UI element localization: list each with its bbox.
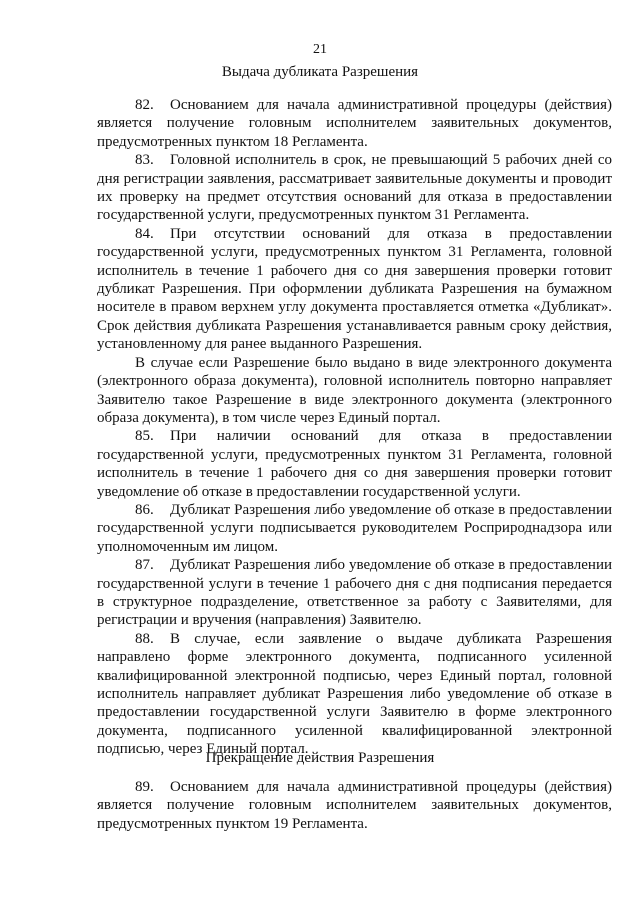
paragraph-number: 87. — [135, 557, 154, 574]
paragraph-82 — [97, 96, 612, 151]
paragraph-87 — [97, 556, 612, 630]
paragraph-number: 86. — [135, 501, 154, 518]
paragraph-85 — [97, 427, 612, 501]
section-body-duplicate — [97, 96, 612, 759]
paragraph-text: Основанием для начала административной процедуры (действия) является получение головным исполнителем заявительных документов, предусмотренных пунктом 18 Регламента. — [97, 97, 612, 150]
section-title-duplicate: Выдача дубликата Разрешения — [221, 64, 419, 80]
section-title-termination: Прекращение действия Разрешения — [205, 750, 435, 766]
paragraph-number: 84. — [135, 225, 154, 242]
paragraph-text: Головной исполнитель в срок, не превышающий 5 рабочих дней со дня регистрации заявления, рассматривает заявительные документы и проводит их проверку на предмет отсутствия оснований для отказа в предоставлении государственной услуги, предусмотренных пунктом 31 Регламента. — [97, 152, 612, 224]
paragraph-88 — [97, 630, 612, 759]
paragraph-83 — [97, 151, 612, 225]
paragraph-number: 82. — [135, 97, 154, 113]
paragraph-text: Дубликат Разрешения либо уведомление об отказе в предоставлении государственной услуги в течение 1 рабочего дня с дня подписания передается в структурное подразделение, ответственное за работу с Заявителями, для регистрации и вручения (направления) Заявителю. — [97, 557, 612, 629]
paragraph-number: 85. — [135, 428, 154, 445]
paragraph-text: При наличии оснований для отказа в предоставлении государственной услуги, предусмотренных пунктом 31 Регламента, головной исполнитель в течение 1 рабочего дня со дня завершения проверки готовит уведомление об отказе в предоставлении государственной услуги. — [97, 428, 612, 500]
paragraph-number: 83. — [135, 152, 154, 169]
page-number: 21 — [313, 42, 327, 57]
paragraph-84-continued — [97, 354, 612, 428]
paragraph-86 — [97, 501, 612, 556]
paragraph-text: В случае, если заявление о выдаче дубликата Разрешения направлено форме электронного документа, подписанного усиленной квалифицированной электронной подписью, через Единый портал, головной исполнитель направляет дубликат Разрешения либо уведомление об отказе в предоставлении государственной услуги Заявителю в форме электронного документа, подписанного усиленной квалифицированной электронной подписью, через Единый портал. — [97, 630, 612, 758]
paragraph-number: 89. — [135, 779, 154, 795]
paragraph-text: При отсутствии оснований для отказа в предоставлении государственной услуги, предусмотренных пунктом 31 Регламента, головной исполнитель в течение 1 рабочего дня со дня завершения проверки готовит дубликат Разрешения. При оформлении дубликата Разрешения на бумажном носителе в правом верхнем углу документа проставляется отметка «Дубликат». Срок действия дубликата Разрешения устанавливается равным сроку действия, установленному для ранее выданного Разрешения. — [97, 225, 612, 353]
paragraph-text: В случае если Разрешение было выдано в виде электронного документа (электронного образа документа), головной исполнитель повторно направляет Заявителю такое Разрешение в виде электронного документа (электронного образа документа), в том числе через Единый портал. — [97, 354, 612, 426]
paragraph-number: 88. — [135, 630, 154, 647]
paragraph-84 — [97, 225, 612, 354]
section-body-termination — [97, 778, 612, 833]
paragraph-89 — [97, 778, 612, 833]
paragraph-text: Основанием для начала административной процедуры (действия) является получение головным исполнителем заявительных документов, предусмотренных пунктом 19 Регламента. — [97, 779, 612, 832]
paragraph-text: Дубликат Разрешения либо уведомление об отказе в предоставлении государственной услуги подписывается руководителем Росприроднадзора или уполномоченным им лицом. — [97, 501, 612, 555]
